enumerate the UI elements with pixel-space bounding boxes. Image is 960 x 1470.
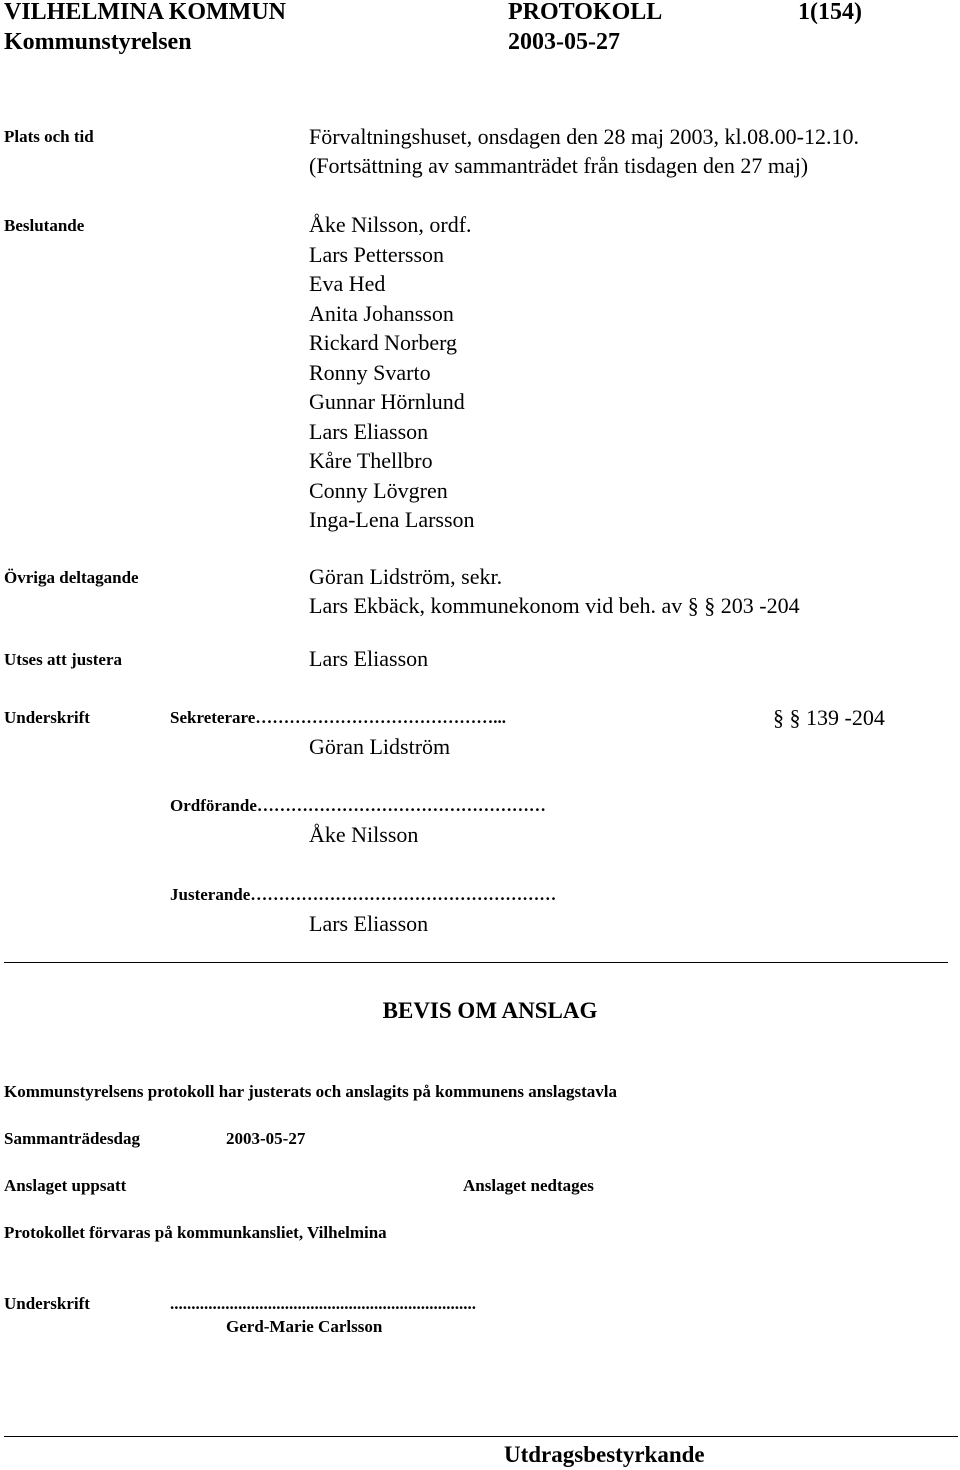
decider-name: Rickard Norberg bbox=[309, 330, 458, 355]
notice-signature-label: Underskrift bbox=[4, 1294, 90, 1313]
deciders-label: Beslutande bbox=[4, 216, 85, 235]
posted-label: Anslaget uppsatt bbox=[4, 1176, 127, 1195]
secretary-name: Göran Lidström bbox=[309, 734, 451, 759]
meeting-day-label: Sammanträdesdag bbox=[4, 1129, 141, 1148]
others-label: Övriga deltagande bbox=[4, 568, 139, 587]
protocol-date: 2003-05-27 bbox=[508, 29, 620, 55]
section-divider bbox=[4, 962, 948, 963]
decider-name: Åke Nilsson, ordf. bbox=[309, 212, 472, 237]
secretary-paragraphs: § § 139 -204 bbox=[773, 705, 885, 730]
other-participant-2: Lars Ekbäck, kommunekonom vid beh. av § § 203 -204 bbox=[309, 593, 800, 618]
notice-signature-line: ........................................................................ bbox=[170, 1294, 476, 1313]
storage-label: Protokollet förvaras på kommunkansliet, Vilhelmina bbox=[4, 1223, 387, 1242]
chair-line: Ordförande…………………………………………… bbox=[170, 796, 546, 815]
decider-name: Inga-Lena Larsson bbox=[309, 507, 475, 532]
adjuster-name: Lars Eliasson bbox=[309, 646, 429, 671]
chair-name: Åke Nilsson bbox=[309, 822, 419, 847]
notice-statement: Kommunstyrelsens protokoll har justerats och anslagits på kommunens anslagstavla bbox=[4, 1082, 618, 1101]
other-participant-1: Göran Lidström, sekr. bbox=[309, 564, 503, 589]
decider-name: Eva Hed bbox=[309, 271, 386, 296]
place-line-2: (Fortsättning av sammanträdet från tisdagen den 27 maj) bbox=[309, 153, 809, 178]
decider-name: Lars Pettersson bbox=[309, 241, 445, 267]
place-line-1: Förvaltningshuset, onsdagen den 28 maj 2003, kl.08.00-12.10. bbox=[309, 124, 859, 149]
notice-signer-name: Gerd-Marie Carlsson bbox=[226, 1317, 383, 1336]
decider-name: Lars Eliasson bbox=[309, 418, 429, 444]
body-name: Kommunstyrelsen bbox=[4, 29, 192, 55]
decider-name: Ronny Svarto bbox=[309, 359, 431, 385]
decider-name: Kåre Thellbro bbox=[309, 448, 433, 473]
place-label: Plats och tid bbox=[4, 127, 94, 146]
certification-title: Utdragsbestyrkande bbox=[504, 1442, 705, 1467]
decider-name: Gunnar Hörnlund bbox=[309, 389, 465, 414]
adjuster-line: Justerande……………………………………………… bbox=[170, 885, 557, 904]
decider-name: Anita Johansson bbox=[309, 300, 454, 326]
notice-title: BEVIS OM ANSLAG bbox=[382, 998, 598, 1023]
organization-name: VILHELMINA KOMMUN bbox=[4, 0, 286, 25]
adjuster-label: Utses att justera bbox=[4, 650, 123, 669]
decider-name: Conny Lövgren bbox=[309, 477, 448, 503]
deciders-list bbox=[309, 210, 475, 535]
signature-label: Underskrift bbox=[4, 708, 90, 727]
removed-label: Anslaget nedtages bbox=[463, 1176, 594, 1195]
page-number: 1(154) bbox=[798, 0, 862, 25]
document-type: PROTOKOLL bbox=[508, 0, 663, 25]
footer-divider bbox=[4, 1436, 958, 1437]
adjuster-signature-name: Lars Eliasson bbox=[309, 911, 429, 936]
meeting-day-value: 2003-05-27 bbox=[226, 1129, 306, 1148]
secretary-line: Sekreterare……………………………………... bbox=[170, 708, 507, 727]
